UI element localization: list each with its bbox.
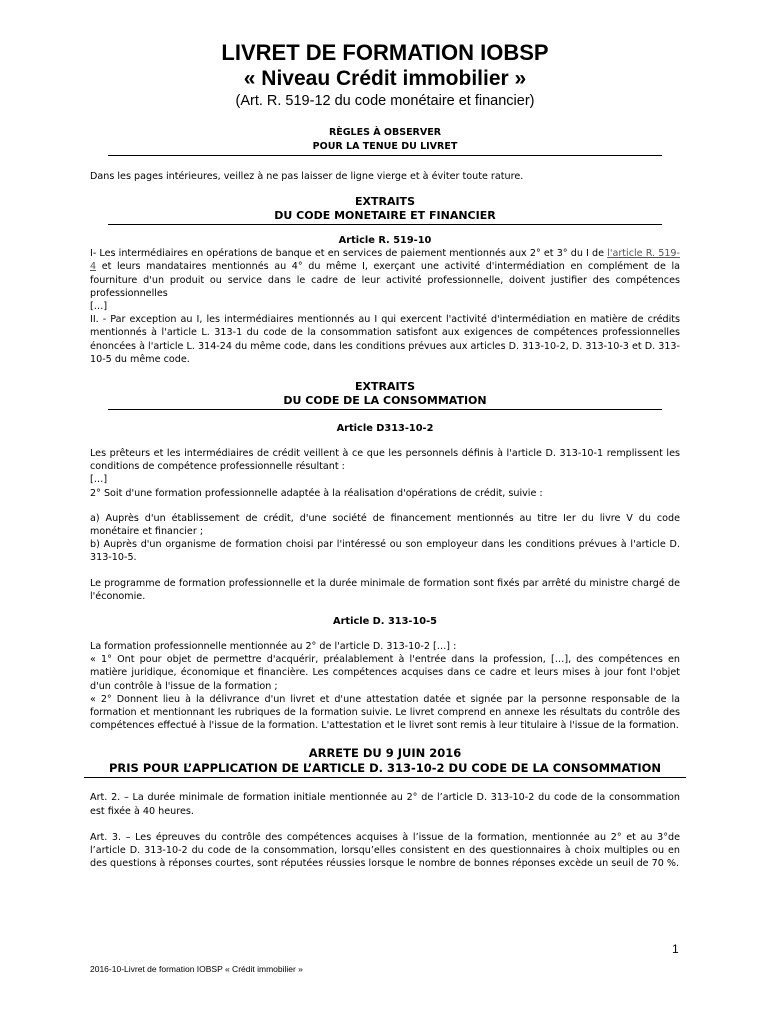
arrete-art3: Art. 3. – Les épreuves du contrôle des compétences acquises à l’issue de la formation, mentionnée au 2° et au 3°de l’article D. 313-10-2 du code de la consommation, lorsqu’elles consistent en des questionnaires à choix multiples ou en des questions à réponses courtes, sont réputées réussies lorsque le nombre de bonnes réponses excède un seuil de 70 %. [90, 831, 680, 870]
article-r519-10-para2: II. - Par exception au I, les intermédiaires mentionnés au I qui exercent l'activité d'intermédiation en matière de crédits mentionnés à l'article L. 313-1 du code de la consommation satisfont aux exigences de compétences professionnelles énoncées à l'article L. 314-24 du même code, dans les conditions prévues aux articles D. 313-10-2, D. 313-10-3 et D. 313-10-5 du même code. [90, 314, 680, 365]
article-d313-10-2-para3: 2° Soit d'une formation professionnelle adaptée à la réalisation d'opérations de crédit, suivie : [90, 487, 543, 499]
page-number: 1 [672, 942, 679, 956]
document-reference: (Art. R. 519-12 du code monétaire et financier) [235, 93, 535, 109]
article-d313-10-5-para3: « 2° Donnent lieu à la délivrance d'un livret et d'une attestation datée et signée par la personne responsable de la formation et mentionnant les rubriques de la formation suivie. Le livret comprend en annexe les résultats du contrôle des compétences effectué à l'issue de la formation. L'attestation et le livret sont remis à leur titulaire à l'issue de la formation. [90, 693, 680, 732]
arrete-heading-line1: ARRETE DU 9 JUIN 2016 [308, 746, 462, 761]
article-d313-10-5-para1: La formation professionnelle mentionnée au 2° de l'article D. 313-10-2 […] : [90, 641, 457, 653]
section-heading-cmf [90, 195, 680, 225]
arrete-heading [90, 746, 680, 778]
article-d313-10-5-para2: « 1° Ont pour objet de permettre d'acquérir, préalablement à l'entrée dans la profession, […], des compétences en matière juridique, économique et financière. Les compétences acquises dans ce cadre et leurs mises à jour font l'objet d'un contrôle à l'issue de la formation ; [90, 654, 680, 692]
article-d313-10-2-para1: Les prêteurs et les intermédiaires de crédit veillent à ce que les personnels définis à l'article D. 313-10-1 remplissent les conditions de compétence professionnelle résultant : [90, 448, 680, 473]
para1-text-before-link: I- Les intermédiaires en opérations de banque et en services de paiement mentionnés aux 2° et 3° du I de [90, 248, 608, 260]
article-r519-4-link[interactable]: l'article R. 519-4 [90, 248, 680, 273]
rules-heading-line2: POUR LA TENUE DU LIVRET [108, 140, 662, 156]
document-subtitle: « Niveau Crédit immobilier » [243, 67, 527, 90]
section-heading-conso-line2: DU CODE DE LA CONSOMMATION [108, 394, 662, 410]
section-heading-cmf-line1: EXTRAITS [354, 195, 415, 209]
article-r519-10-ellipsis: […] [90, 301, 108, 313]
para1-text-after-link: et leurs mandataires mentionnés au 4° du même I, exerçant une activité d'intermédiation en complément de la fourniture d'un produit ou service dans le cadre de leur activité professionnelle, doivent justifier des compétences professionnelles [90, 261, 680, 299]
article-d313-10-2-para4: a) Auprès d'un établissement de crédit, d'une société de financement mentionnés au titre Ier du livre V du code monétaire et financier ; [90, 512, 680, 538]
rules-heading-line1: RÈGLES À OBSERVER [328, 127, 442, 138]
article-d313-10-2-para2: […] [90, 474, 108, 486]
rules-heading [90, 126, 680, 156]
article-title-d313-10-5: Article D. 313-10-5 [333, 616, 437, 628]
section-heading-conso-line1: EXTRAITS [354, 380, 415, 394]
rules-text: Dans les pages intérieures, veillez à ne pas laisser de ligne vierge et à éviter toute rature. [90, 171, 524, 182]
arrete-art2: Art. 2. – La durée minimale de formation initiale mentionnée au 2° de l’article D. 313-10-2 du code de la consommation est fixée à 40 heures. [90, 792, 680, 817]
article-title-r519-10: Article R. 519-10 [338, 235, 432, 247]
article-r519-10-para1 [90, 247, 680, 300]
arrete-heading-line2: PRIS POUR L’APPLICATION DE L’ARTICLE D. 313-10-2 DU CODE DE LA CONSOMMATION [84, 761, 686, 778]
section-heading-cmf-line2: DU CODE MONETAIRE ET FINANCIER [108, 209, 662, 225]
page-footer: 2016-10-Livret de formation IOBSP « Crédit immobilier » [90, 964, 303, 974]
document-title: LIVRET DE FORMATION IOBSP [221, 40, 549, 65]
article-title-d313-10-2: Article D313-10-2 [336, 423, 434, 435]
section-heading-conso [90, 380, 680, 410]
article-d313-10-2-para5: b) Auprès d'un organisme de formation choisi par l'intéressé ou son employeur dans les conditions prévues à l'article D. 313-10-5. [90, 539, 680, 564]
article-d313-10-2-para6: Le programme de formation professionnelle et la durée minimale de formation sont fixés par arrêté du ministre chargé de l'économie. [90, 577, 680, 602]
document-page [90, 40, 680, 871]
